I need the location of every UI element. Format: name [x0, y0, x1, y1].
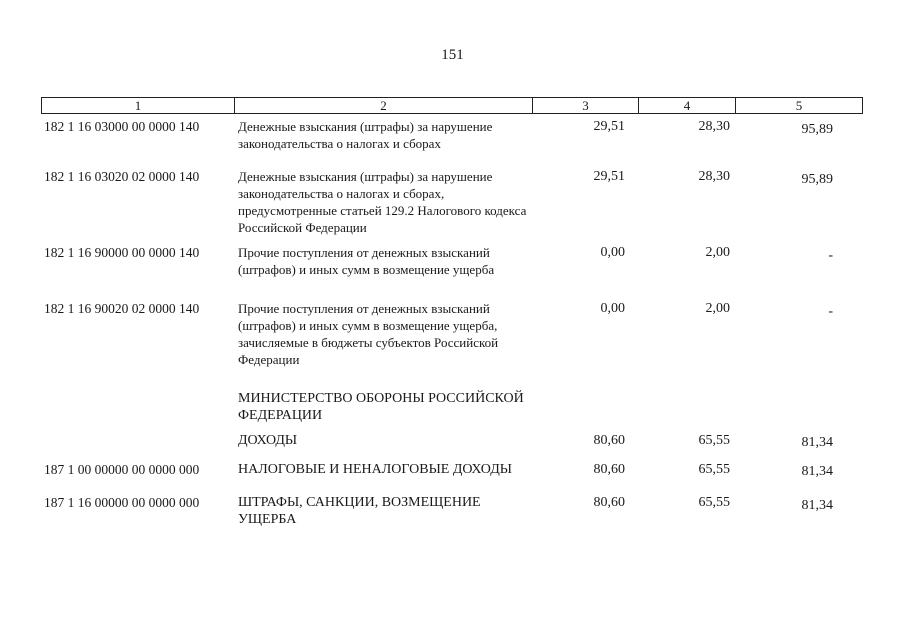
row-col-3: 0,00 — [600, 245, 625, 260]
row-col-4: 28,30 — [698, 169, 730, 184]
row-col-3: 29,51 — [593, 119, 625, 134]
row-code: 182 1 16 03000 00 0000 140 — [44, 119, 200, 134]
row-col-3: 80,60 — [593, 433, 625, 448]
row-code: 187 1 16 00000 00 0000 000 — [44, 495, 200, 510]
header-col-3: 3 — [532, 98, 638, 113]
row-col-3: 29,51 — [593, 169, 625, 184]
row-col-4: 65,55 — [698, 433, 730, 448]
header-col-1: 1 — [134, 98, 142, 113]
row-name: НАЛОГОВЫЕ И НЕНАЛОГОВЫЕ ДОХОДЫ — [238, 462, 512, 477]
row-col-3: 80,60 — [593, 462, 625, 477]
header-col-4: 4 — [638, 98, 735, 113]
row-col-4: 2,00 — [705, 301, 730, 316]
row-name: Денежные взыскания (штрафы) за нарушение законодательства о налогах и сборах — [238, 119, 493, 151]
row-col-5: 81,34 — [801, 464, 833, 479]
row-col-5: 95,89 — [801, 172, 833, 187]
section-heading: МИНИСТЕРСТВО ОБОРОНЫ РОССИЙСКОЙ ФЕДЕРАЦИИ — [238, 391, 524, 423]
row-col-3: 80,60 — [593, 495, 625, 510]
row-col-5: - — [828, 248, 833, 263]
row-code: 182 1 16 90000 00 0000 140 — [44, 245, 200, 260]
row-name: ДОХОДЫ — [238, 433, 298, 448]
row-name: Прочие поступления от денежных взысканий (штрафов) и иных сумм в возмещение ущерба — [238, 245, 495, 277]
row-col-4: 28,30 — [698, 119, 730, 134]
row-name: Денежные взыскания (штрафы) за нарушение законодательства о налогах и сборах, предусмотренные статьей 129.2 Налогового кодекса Российской Федерации — [238, 169, 527, 235]
row-code: 182 1 16 90020 02 0000 140 — [44, 301, 200, 316]
page-number: 151 — [441, 47, 464, 63]
row-name: ШТРАФЫ, САНКЦИИ, ВОЗМЕЩЕНИЕ УЩЕРБА — [238, 495, 481, 527]
row-col-5: 81,34 — [801, 435, 833, 450]
row-col-3: 0,00 — [600, 301, 625, 316]
row-col-5: 95,89 — [801, 122, 833, 137]
row-name: Прочие поступления от денежных взысканий (штрафов) и иных сумм в возмещение ущерба, зачисляемые в бюджеты субъектов Российской Федерации — [238, 301, 499, 367]
row-col-4: 2,00 — [705, 245, 730, 260]
row-col-4: 65,55 — [698, 495, 730, 510]
row-col-4: 65,55 — [698, 462, 730, 477]
row-col-5: - — [828, 304, 833, 319]
row-col-5: 81,34 — [801, 498, 833, 513]
header-col-5: 5 — [735, 98, 862, 113]
row-code: 187 1 00 00000 00 0000 000 — [44, 462, 200, 477]
header-col-2: 2 — [234, 98, 532, 113]
row-code: 182 1 16 03020 02 0000 140 — [44, 169, 200, 184]
